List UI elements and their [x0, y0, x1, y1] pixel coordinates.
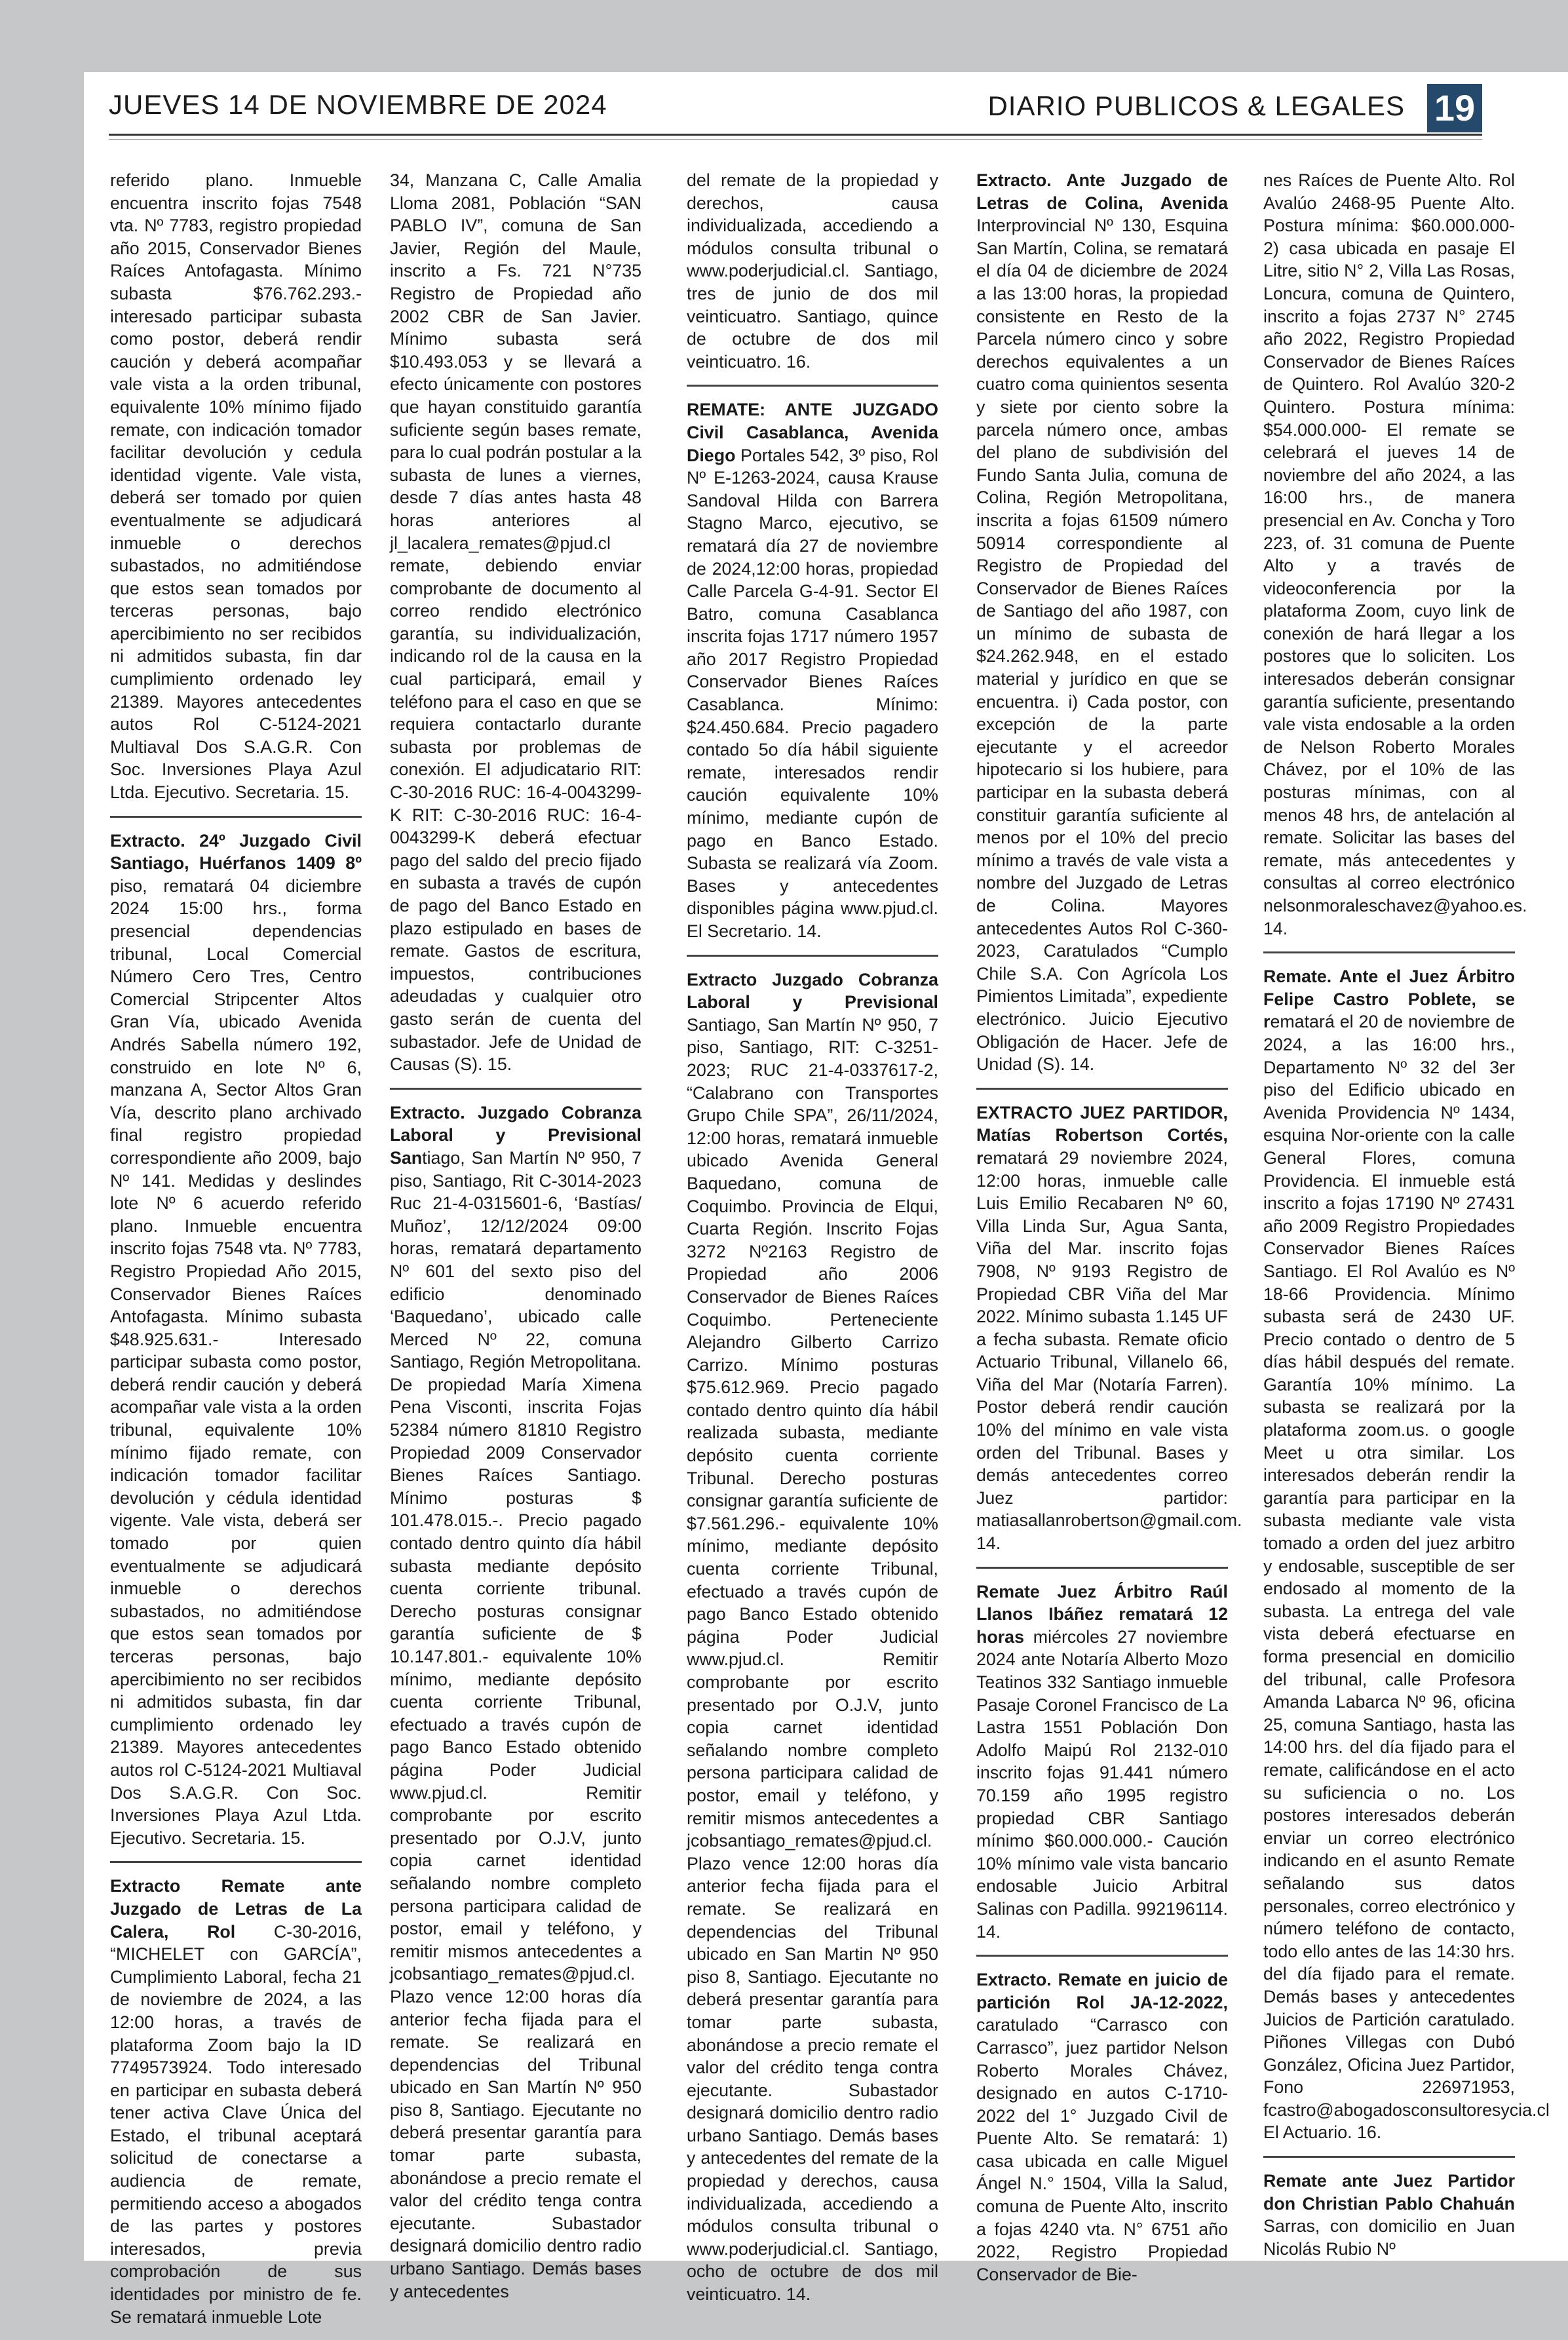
notice-heading: Remate ante Juez Partidor don Christian Pablo Chahuán: [1263, 2171, 1515, 2214]
notice-body: Sarras, con domicilio en Juan Nicolás Rubio Nº: [1263, 2216, 1515, 2259]
column-2: [390, 169, 641, 2301]
legal-notice: [976, 169, 1228, 1090]
legal-notice: [687, 169, 938, 387]
notice-body: ematará 29 noviembre 2024, 12:00 horas, inmueble calle Luis Emilio Recabaren Nº 60, Villa Linda Sur, Agua Santa, Viña del Mar. inscrito fojas 7908, Nº 9193 Registro de Propiedad CBR Viña del Mar 2022. Mínimo subasta 1.145 UF a fecha subasta. Remate oficio Actuario Tribunal, Villanelo 66, Viña del Mar (Notaría Farren). Postor deberá rendir caución 10% del mínimo en vale vista orden del Tribunal. Bases y demás antecedentes correo Juez partidor: matiasallanrobertson@gmail.com. 14.: [976, 1147, 1242, 1554]
legal-notice: [110, 169, 362, 818]
notice-body: referido plano. Inmueble encuentra inscrito fojas 7548 vta. Nº 7783, registro propiedad año 2015, Conservador Bienes Raíces Antofagasta. Mínimo subasta $76.762.293.- interesado participar subasta como postor, deberá rendir caución y deberá acompañar vale vista a la orden tribunal, equivalente 10% mínimo fijado remate, con indicación tomador facilitar devolución y cedula identidad vigente. Vale vista, deberá ser tomado por quien eventualmente se adjudicará inmueble o derechos subastados, no admitiéndose que estos sean tomados por terceras personas, bajo apercibimiento no ser recibidos ni admitidos subasta, fin dar cumplimiento ordenado ley 21389. Mayores antecedentes autos Rol C-5124-2021 Multiaval Dos S.A.G.R. Con Soc. Inversiones Playa Azul Ltda. Ejecutivo. Secretaria. 15.: [110, 170, 362, 803]
notice-body: Interprovincial Nº 130, Esquina San Martín, Colina, se rematará el día 04 de diciembre de 2024 a las 13:00 horas, la propiedad consistente en Resto de la Parcela número cinco y sobre derechos equivalentes a un cuatro coma quinientos sesenta y siete por ciento sobre la parcela número once, ambas del plano de subdivisión del Fundo Santa Julia, comuna de Colina, Región Metropolitana, inscrita a fojas 61509 número 50914 correspondiente al Registro de Propiedad del Conservador de Bienes Raíces de Santiago del año 1987, con un mínimo de subasta de $24.262.948, en el estado material y jurídico en que se encuentra. i) Cada postor, con excepción de la parte ejecutante y el acreedor hipotecario si los hubiere, para participar en la subasta deberá constituir garantía suficiente al menos por el 10% del precio mínimo a través de vale vista a nombre del Juzgado de Letras de Colina. Mayores antecedentes Autos Rol C-360-2023, Caratulados “Cumplo Chile S.A. Con Agrícola Los Pimientos Limitada”, expediente electrónico. Juicio Ejecutivo Obligación de Hacer. Jefe de Unidad (S). 14.: [976, 216, 1228, 1075]
notice-body: C-30-2016, “MICHELET con GARCÍA”, Cumplimiento Laboral, fecha 21 de noviembre de 2024, a las 12:00 horas, a través de plataforma Zoom bajo la ID 7749573924. Todo interesado en participar en subasta deberá tener activa Clave Única del Estado, el tribunal aceptará solicitud de conectarse a audiencia de remate, permitiendo acceso a abogados de las partes y postores interesados, previa comprobación de sus identidades por ministro de fe. Se rematará inmueble Lote: [110, 1921, 362, 2327]
publication-name: DIARIO PUBLICOS & LEGALES: [987, 90, 1405, 121]
page-header: [109, 84, 1482, 132]
notice-heading: Extracto. Remate en juicio de partición Rol JA-12-2022,: [976, 1970, 1228, 2012]
column-1: [110, 169, 362, 2327]
notice-heading: Extracto. 24º Juzgado Civil Santiago, Huérfanos 1409 8º: [110, 830, 362, 873]
page-number: 19: [1427, 84, 1482, 132]
header-rule-thin: [109, 139, 1482, 140]
notice-heading: Remate. Ante el Juez Árbitro Felipe Castro Poblete, se r: [1263, 967, 1515, 1032]
notice-body: del remate de la propiedad y derechos, causa individualizada, accediendo a módulos consulta tribunal o www.poderjudicial.cl. Santiago, tres de junio de dos mil veinticuatro. Santiago, quince de octubre de dos mil veinticuatro. 16.: [687, 170, 938, 372]
notice-body: tiago, San Martín Nº 950, 7 piso, Santiago, Rit C-3014-2023 Ruc 21-4-0315601-6, ‘Bastías/ Muñoz’, 12/12/2024 09:00 horas, rematará departamento Nº 601 del sexto piso del edificio denominado ‘Baquedano’, ubicado calle Merced Nº 22, comuna Santiago, Región Metropolitana. De propiedad María Ximena Pena Visconti, inscrita Fojas 52384 número 81810 Registro Propiedad 2009 Conservador Bienes Raíces Santiago. Mínimo posturas $ 101.478.015.-. Precio pagado contado dentro quinto día hábil subasta mediante depósito cuenta corriente tribunal. Derecho posturas consignar garantía suficiente de $ 10.147.801.- equivalente 10% mínimo, mediante depósito cuenta corriente Tribunal, efectuado a través cupón de pago Banco Estado obtenido página Poder Judicial www.pjud.cl. Remitir comprobante por escrito presentado por O.J.V, junto copia carnet identidad señalando nombre completo persona participara calidad de postor, email y teléfono, y remitir mismos antecedentes a jcobsantiago_remates@pjud.cl. Plazo vence 12:00 horas día anterior fecha fijada para el remate. Se realizará en dependencias del Tribunal ubicado en San Martín Nº 950 piso 8, Santiago. Ejecutante no deberá presentar garantía para tomar parte subasta, abonándose a precio remate el valor del crédito tenga contra ejecutante. Subastador designará domicilio dentro radio urbano Santiago. Demás bases y antecedentes: [390, 1147, 641, 2301]
legal-notice: [390, 1102, 641, 2314]
legal-notice: [110, 1875, 362, 2340]
legal-notice: [1263, 2170, 1515, 2272]
notice-heading: Extracto Juzgado Cobranza Laboral y Previsional: [687, 969, 938, 1012]
notice-body: ematará el 20 de noviembre de 2024, a las 16:00 hrs., Departamento Nº 32 del 3er piso del Edificio ubicado en Avenida Providencia Nº 1434, esquina Nor-oriente con la calle General Flores, comuna Providencia. El inmueble está inscrito a fojas 17190 Nº 27431 año 2009 Registro Propiedades Conservador Bienes Raíces Santiago. El Rol Avalúo es Nº 18-66 Providencia. Mínimo subasta será de 2430 UF. Precio contado o dentro de 5 días hábil después del remate. Garantía 10% mínimo. La subasta se realizará por la plataforma zoom.us. o google Meet u otra similar. Los interesados deberán rendir la garantía para participar en la subasta mediante vale vista tomado a orden del juez arbitro y endosable, susceptible de ser endosado al momento de la subasta. La entrega del vale vista deberá efectuarse en forma presencial en domicilio del tribunal, calle Profesora Amanda Labarca Nº 96, oficina 25, comuna Santiago, hasta las 14:00 hrs. del día fijado para el remate, calificándose en el acto su suficiencia o no. Los postores interesados deberán enviar un correo electrónico indicando en el asunto Remate señalando sus datos personales, correo electrónico y número teléfono de contacto, todo ello antes de las 14:30 hrs. del día fijado para el remate. Demás bases y antecedentes Juicios de Partición caratulado. Piñones Villegas con Dubó González, Oficina Juez Partidor, Fono 226971953, fcastro@abogadosconsultoresycia.cl El Actuario. 16.: [1263, 1012, 1550, 2143]
header-rule: [109, 134, 1482, 136]
legal-notice: [976, 1102, 1242, 1569]
legal-notice: [976, 1581, 1228, 1957]
legal-notice: [687, 969, 938, 2318]
notice-body: nes Raíces de Puente Alto. Rol Avalúo 2468-95 Puente Alto. Postura mínima: $60.000.000- 2) casa ubicada en pasaje El Litre, sitio N° 2, Villa Las Rosas, Loncura, comuna de Quintero, inscrito a fojas 2737 N° 2745 año 2022, Registro Propiedad Conservador de Bienes Raíces de Quintero. Rol Avalúo 320-2 Quintero. Postura mínima: $54.000.000- El remate se celebrará el jueves 14 de noviembre del año 2024, a las 16:00 hrs., de manera presencial en Av. Concha y Toro 223, of. 31 comuna de Puente Alto y a través de videoconferencia por la plataforma Zoom, cuyo link de conexión de hará llegar a los postores que lo soliciten. Los interesados deberán consignar garantía suficiente, presentando vale vista endosable a la orden de Nelson Roberto Morales Chávez, por el 10% de las posturas mínimas, con al menos 48 hrs, de antelación al remate. Solicitar las bases del remate, más antecedentes y consultas al correo electrónico nelsonmoraleschavez@yahoo.es. 14.: [1263, 170, 1527, 938]
column-3: [687, 169, 938, 2305]
notice-body: Portales 542, 3º piso, Rol Nº E-1263-2024, causa Krause Sandoval Hilda con Barrera Stagno Marco, ejecutivo, se rematará día 27 de noviembre de 2024,12:00 horas, propiedad Calle Parcela G-4-91. Sector El Batro, comuna Casablanca inscrita fojas 1717 número 1957 año 2017 Registro Propiedad Conservador Bienes Raíces Casablanca. Mínimo: $24.450.684. Precio pagadero contado 5o día hábil siguiente remate, interesados rendir caución equivalente 10% mínimo, mediante cupón de pago en Banco Estado. Subasta se realizará vía Zoom. Bases y antecedentes disponibles página www.pjud.cl. El Secretario. 14.: [687, 445, 938, 941]
legal-notice: [110, 830, 362, 1864]
notice-body: miércoles 27 noviembre 2024 ante Notaría Alberto Mozo Teatinos 332 Santiago inmueble Pasaje Coronel Francisco de La Lastra 1551 Población Don Adolfo Maipú Rol 2132-010 inscrito fojas 91.441 número 70.159 año 1995 registro propiedad CBR Santiago mínimo $60.000.000.- Caución 10% mínimo vale vista bancario endosable Juicio Arbitral Salinas con Padilla. 992196114. 14.: [976, 1626, 1228, 1942]
notices-columns: [110, 169, 1550, 2327]
notice-heading: EXTRACTO JUEZ PARTIDOR, Matías Robertson Cortés, r: [976, 1102, 1228, 1168]
notice-body: Santiago, San Martín Nº 950, 7 piso, Santiago, RIT: C-3251-2023; RUC 21-4-0337617-2, “Calabrano con Transportes Grupo Chile SPA”, 26/11/2024, 12:00 horas, rematará inmueble ubicado Avenida General Baquedano, comuna de Coquimbo. Provincia de Elqui, Cuarta Región. Inscrito Fojas 3272 Nº2163 Registro de Propiedad año 2006 Conservador de Bienes Raíces Coquimbo. Perteneciente Alejandro Gilberto Carrizo Carrizo. Mínimo posturas $75.612.969. Precio pagado contado dentro quinto día hábil realizada subasta, mediante depósito cuenta corriente Tribunal. Derecho posturas consignar garantía suficiente de $7.561.296.- equivalente 10% mínimo, mediante depósito cuenta corriente Tribunal, efectuado a través cupón de pago Banco Estado obtenido página Poder Judicial www.pjud.cl. Remitir comprobante por escrito presentado por O.J.V, junto copia carnet identidad señalando nombre completo persona participara calidad de postor, email y teléfono, y remitir mismos antecedentes a jcobsantiago_remates@pjud.cl. Plazo vence 12:00 horas día anterior fecha fijada para el remate. Se realizará en dependencias del Tribunal ubicado en San Martin Nº 950 piso 8, Santiago. Ejecutante no deberá presentar garantía para tomar parte subasta, abonándose a precio remate el valor del crédito tenga contra ejecutante. Subastador designará domicilio dentro radio urbano Santiago. Demás bases y antecedentes del remate de la propiedad y derechos, causa individualizada, accediendo a módulos consulta tribunal o www.poderjudicial.cl. Santiago, ocho de octubre de dos mil veinticuatro. 14.: [687, 1014, 938, 2305]
legal-notice: [687, 398, 938, 956]
column-5: [1263, 169, 1550, 2259]
legal-notice: [1263, 965, 1550, 2158]
column-4: [976, 169, 1242, 2284]
issue-date: JUEVES 14 DE NOVIEMBRE DE 2024: [109, 89, 607, 120]
legal-notice: [390, 169, 641, 1090]
legal-notice: [1263, 169, 1527, 953]
notice-body: 34, Manzana C, Calle Amalia Lloma 2081, Población “SAN PABLO IV”, comuna de San Javier, Región del Maule, inscrito a Fs. 721 N°735 Registro de Propiedad año 2002 CBR de San Javier. Mínimo subasta será $10.493.053 y se llevará a efecto únicamente con postores que hayan constituido garantía suficiente según bases remate, para lo cual podrán postular a la subasta de lunes a viernes, desde 7 días antes hasta 48 horas anteriores al jl_lacalera_remates@pjud.cl remate, debiendo enviar comprobante de documento al correo rendido electrónico garantía, su individualización, indicando rol de la causa en la cual participará, email y teléfono para el caso en que se requiera contactarlo durante subasta por problemas de conexión. El adjudicatario RIT: C-30-2016 RUC: 16-4-0043299-K RIT: C-30-2016 RUC: 16-4-0043299-K deberá efectuar pago del saldo del precio fijado en subasta a través de cupón de pago del Banco Estado en plazo estipulado en bases de remate. Gastos de escritura, impuestos, contribuciones adeudadas y cualquier otro gasto serán de cuenta del subastador. Jefe de Unidad de Causas (S). 15.: [390, 170, 641, 1075]
notice-heading: Extracto Remate ante Juzgado de Letras de La Calera, Rol: [110, 1876, 362, 1942]
legal-notice: [976, 1968, 1228, 2297]
notice-body: caratulado “Carrasco con Carrasco”, juez partidor Nelson Roberto Morales Chávez, designado en autos C-1710-2022 del 1° Juzgado Civil de Puente Alto. Se rematará: 1) casa ubicada en calle Miguel Ángel N.° 1504, Villa la Salud, comuna de Puente Alto, inscrito a fojas 4240 vta. N° 6751 año 2022, Registro Propiedad Conservador de Bie-: [976, 2015, 1228, 2284]
notice-heading: Extracto. Ante Juzgado de Letras de Colina, Avenida: [976, 170, 1228, 213]
notice-heading: Extracto. Juzgado Cobranza Laboral y Previsional San: [390, 1102, 641, 1168]
notice-body: piso, rematará 04 diciembre 2024 15:00 hrs., forma presencial dependencias tribunal, Local Comercial Número Cero Tres, Centro Comercial Stripcenter Altos Gran Vía, ubicado Avenida Andrés Sabella número 192, construido en lote Nº 6, manzana A, Sector Altos Gran Vía, descrito plano archivado final registro propiedad correspondiente año 2009, bajo Nº 141. Medidas y deslindes lote Nº 6 acuerdo referido plano. Inmueble encuentra inscrito fojas 7548 vta. Nº 7783, Registro Propiedad Año 2015, Conservador Bienes Raíces Antofagasta. Mínimo subasta $48.925.631.- Interesado participar subasta como postor, deberá rendir caución y deberá acompañar vale vista a la orden tribunal, equivalente 10% mínimo fijado remate, con indicación tomador facilitar devolución y cédula identidad vigente. Vale vista, deberá ser tomado por quien eventualmente se adjudicará inmueble o derechos subastados, no admitiéndose que estos sean tomados por terceras personas, bajo apercibimiento no ser recibidos ni admitidos subasta, fin dar cumplimiento ordenado ley 21389. Mayores antecedentes autos rol C-5124-2021 Multiaval Dos S.A.G.R. Con Soc. Inversiones Playa Azul Ltda. Ejecutivo. Secretaria. 15.: [110, 875, 362, 1848]
notice-heading: Remate Juez Árbitro Raúl Llanos Ibáñez rematará 12 horas: [976, 1581, 1228, 1647]
notice-heading: REMATE: ANTE JUZGADO Civil Casablanca, Avenida Diego: [687, 400, 938, 465]
